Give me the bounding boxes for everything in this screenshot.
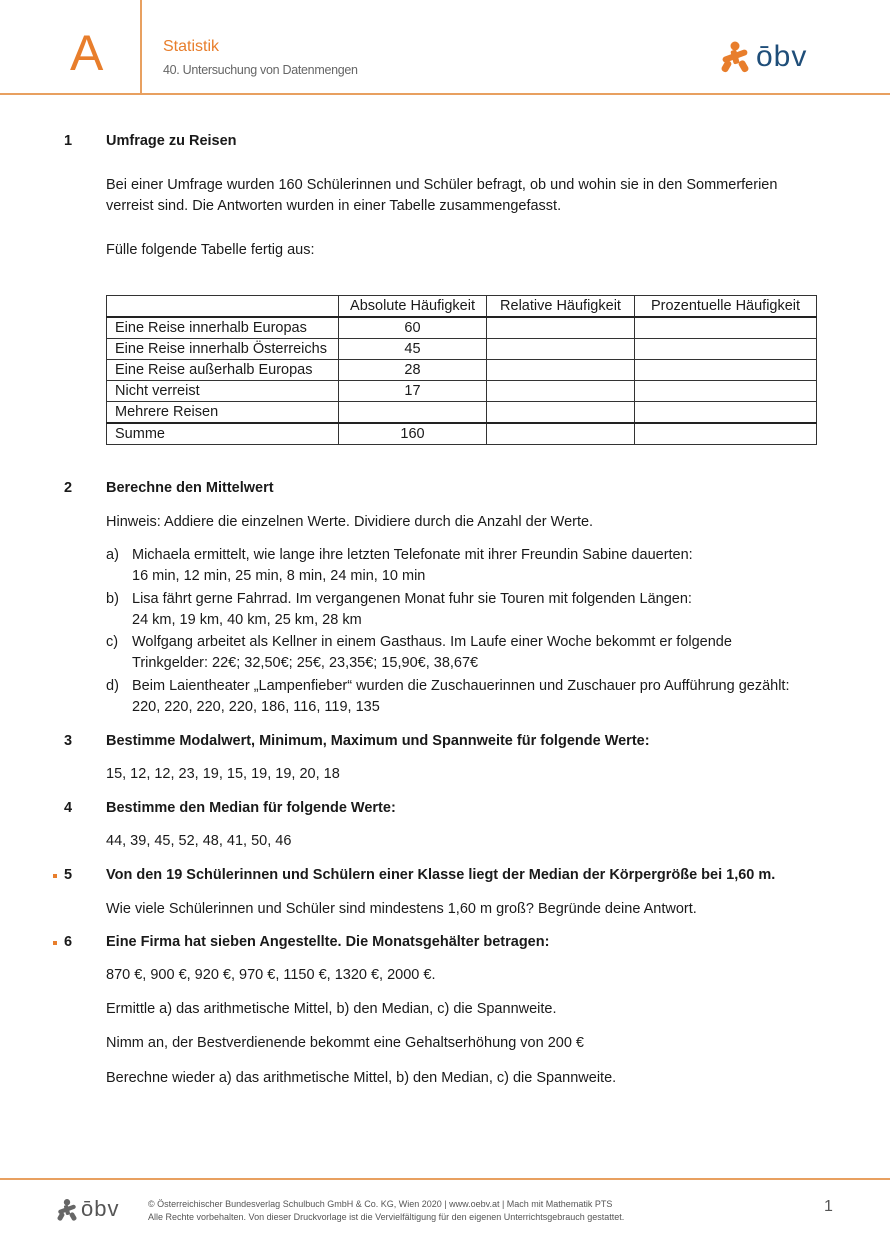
table-cell: Mehrere Reisen bbox=[107, 402, 339, 424]
frequency-table bbox=[106, 295, 817, 445]
exercise-6-task-2: Nimm an, der Bestverdienende bekommt eine Gehaltserhöhung von 200 € bbox=[106, 1035, 584, 1051]
table-cell-empty[interactable] bbox=[635, 339, 817, 360]
exercise-5-title: Von den 19 Schülerinnen und Schülern einer Klasse liegt der Median der Körpergröße bei 1,60 m. bbox=[106, 867, 776, 883]
table-cell-empty[interactable] bbox=[487, 339, 635, 360]
header-subtitle: 40. Untersuchung von Datenmengen bbox=[163, 63, 358, 77]
exercise-4-title: Bestimme den Median für folgende Werte: bbox=[106, 800, 396, 816]
obv-star-icon bbox=[55, 1198, 79, 1222]
footer-logo-wordmark: ōbv bbox=[81, 1196, 120, 1221]
item-label: c) bbox=[106, 634, 119, 650]
difficulty-marker-icon bbox=[53, 874, 57, 878]
table-cell-empty[interactable] bbox=[487, 317, 635, 339]
item-line: 24 km, 19 km, 40 km, 25 km, 28 km bbox=[132, 612, 362, 628]
exercise-1-intro-1: Bei einer Umfrage wurden 160 Schülerinnen und Schüler befragt, ob und wohin sie in den Sommerferien bbox=[106, 177, 778, 193]
table-cell: Nicht verreist bbox=[107, 381, 339, 402]
exercise-6-title: Eine Firma hat sieben Angestellte. Die Monatsgehälter betragen: bbox=[106, 934, 550, 950]
exercise-3-number: 3 bbox=[64, 733, 73, 749]
item-label: d) bbox=[106, 678, 119, 694]
table-header-cell: Relative Häufigkeit bbox=[487, 296, 635, 318]
obv-star-icon bbox=[718, 40, 752, 74]
table-cell-empty[interactable] bbox=[635, 360, 817, 381]
footer-copyright bbox=[148, 1198, 624, 1224]
exercise-2-number: 2 bbox=[64, 480, 73, 496]
exercise-1-intro-2: verreist sind. Die Antworten wurden in einer Tabelle zusammengefasst. bbox=[106, 198, 562, 214]
exercise-5-number: 5 bbox=[64, 867, 73, 883]
table-cell: Eine Reise innerhalb Österreichs bbox=[107, 339, 339, 360]
table-cell-empty[interactable] bbox=[635, 381, 817, 402]
table-row bbox=[107, 317, 817, 339]
table-header-cell bbox=[107, 296, 339, 318]
footer-copyright-line: © Österreichischer Bundesverlag Schulbuch GmbH & Co. KG, Wien 2020 | www.oebv.at | Mach mit Mathematik PTS bbox=[148, 1199, 613, 1209]
footer-obv-logo bbox=[55, 1198, 135, 1224]
item-line: Trinkgelder: 22€; 32,50€; 25€, 23,35€; 15,90€, 38,67€ bbox=[132, 655, 479, 671]
exercise-6-number: 6 bbox=[64, 934, 73, 950]
table-header-row bbox=[107, 296, 817, 318]
exercise-3-title: Bestimme Modalwert, Minimum, Maximum und Spannweite für folgende Werte: bbox=[106, 733, 650, 749]
header-title: Statistik bbox=[163, 38, 220, 55]
table-cell: 45 bbox=[339, 339, 487, 360]
table-cell: 17 bbox=[339, 381, 487, 402]
table-cell-empty[interactable] bbox=[487, 402, 635, 424]
exercise-1-task: Fülle folgende Tabelle fertig aus: bbox=[106, 242, 315, 258]
exercise-4-number: 4 bbox=[64, 800, 73, 816]
exercise-5-question: Wie viele Schülerinnen und Schüler sind mindestens 1,60 m groß? Begründe deine Antwort. bbox=[106, 901, 697, 917]
table-sum-row bbox=[107, 423, 817, 445]
item-line: 220, 220, 220, 220, 186, 116, 119, 135 bbox=[132, 699, 380, 715]
table-cell-empty[interactable] bbox=[635, 423, 817, 445]
header-divider-vertical bbox=[140, 0, 142, 94]
table-row bbox=[107, 360, 817, 381]
exercise-4-values: 44, 39, 45, 52, 48, 41, 50, 46 bbox=[106, 833, 292, 849]
table-cell: 160 bbox=[339, 423, 487, 445]
exercise-2-hint: Hinweis: Addiere die einzelnen Werte. Dividiere durch die Anzahl der Werte. bbox=[106, 514, 594, 530]
item-line: Lisa fährt gerne Fahrrad. Im vergangenen Monat fuhr sie Touren mit folgenden Längen: bbox=[132, 591, 692, 607]
item-label: a) bbox=[106, 547, 119, 563]
table-cell-empty[interactable] bbox=[635, 317, 817, 339]
item-line: 16 min, 12 min, 25 min, 8 min, 24 min, 10 min bbox=[132, 568, 426, 584]
table-cell-empty[interactable] bbox=[487, 360, 635, 381]
table-cell: 60 bbox=[339, 317, 487, 339]
obv-logo bbox=[718, 40, 818, 74]
table-row bbox=[107, 402, 817, 424]
header-divider-horizontal bbox=[0, 93, 890, 95]
item-line: Wolfgang arbeitet als Kellner in einem Gasthaus. Im Laufe einer Woche bekommt er folgende bbox=[132, 634, 732, 650]
table-cell: Eine Reise innerhalb Europas bbox=[107, 317, 339, 339]
chapter-letter: A bbox=[70, 25, 104, 81]
table-cell: Eine Reise außerhalb Europas bbox=[107, 360, 339, 381]
exercise-1-number: 1 bbox=[64, 133, 73, 149]
exercise-2-title: Berechne den Mittelwert bbox=[106, 480, 274, 496]
exercise-1-title: Umfrage zu Reisen bbox=[106, 133, 237, 149]
table-cell-empty[interactable] bbox=[635, 402, 817, 424]
table-cell-empty[interactable] bbox=[487, 423, 635, 445]
exercise-6-task-1: Ermittle a) das arithmetische Mittel, b) den Median, c) die Spannweite. bbox=[106, 1001, 557, 1017]
table-row bbox=[107, 339, 817, 360]
table-cell-empty[interactable] bbox=[339, 402, 487, 424]
exercise-6-task-3: Berechne wieder a) das arithmetische Mittel, b) den Median, c) die Spannweite. bbox=[106, 1070, 617, 1086]
table-cell: Summe bbox=[107, 423, 339, 445]
logo-wordmark: ōbv bbox=[756, 40, 808, 73]
table-cell-empty[interactable] bbox=[487, 381, 635, 402]
footer-divider bbox=[0, 1178, 890, 1180]
item-line: Beim Laientheater „Lampenfieber“ wurden die Zuschauerinnen und Zuschauer pro Aufführung gezählt: bbox=[132, 678, 790, 694]
difficulty-marker-icon bbox=[53, 941, 57, 945]
item-line: Michaela ermittelt, wie lange ihre letzten Telefonate mit ihrer Freundin Sabine dauerten: bbox=[132, 547, 693, 563]
exercise-6-values: 870 €, 900 €, 920 €, 970 €, 1150 €, 1320 €, 2000 €. bbox=[106, 967, 436, 983]
table-cell: 28 bbox=[339, 360, 487, 381]
footer-rights-line: Alle Rechte vorbehalten. Von dieser Druckvorlage ist die Vervielfältigung für den eigenen Unterrichtsgebrauch gestattet. bbox=[148, 1212, 625, 1222]
exercise-3-values: 15, 12, 12, 23, 19, 15, 19, 19, 20, 18 bbox=[106, 766, 340, 782]
table-header-cell: Prozentuelle Häufigkeit bbox=[635, 296, 817, 318]
page-header bbox=[0, 0, 890, 95]
page-number: 1 bbox=[824, 1198, 833, 1215]
table-header-cell: Absolute Häufigkeit bbox=[339, 296, 487, 318]
table-row bbox=[107, 381, 817, 402]
item-label: b) bbox=[106, 591, 119, 607]
